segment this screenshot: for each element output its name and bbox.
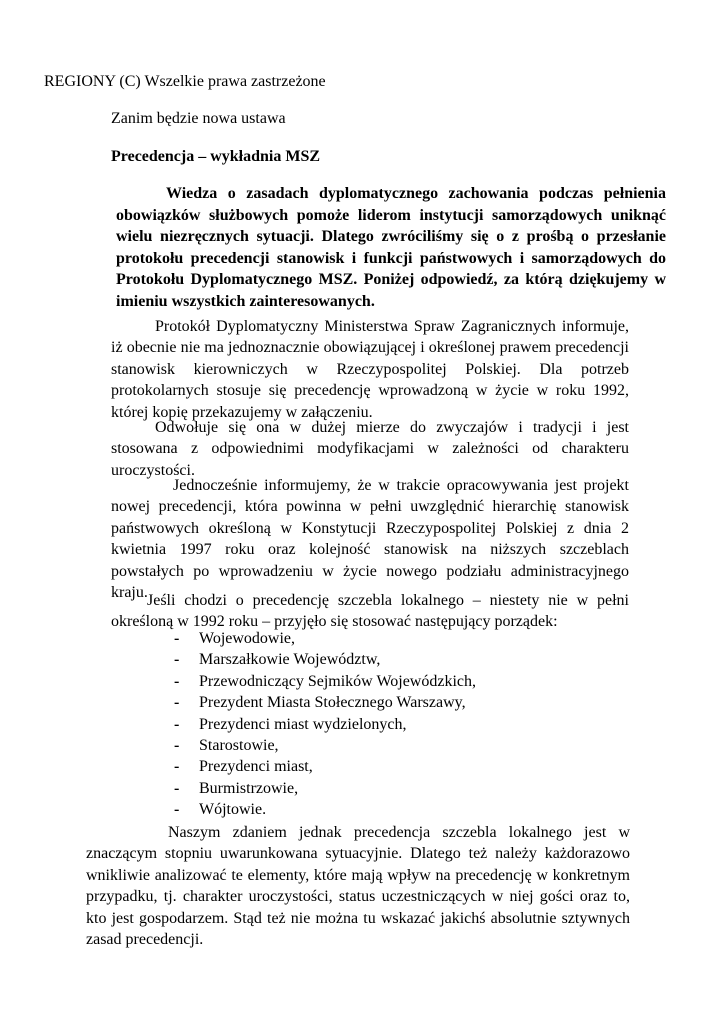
list-dash: - bbox=[174, 694, 180, 712]
paragraph-text: Jeśli chodzi o precedencję szczebla lokalnego – niestety nie w pełni określoną w 1992 roku – przyjęło się stosować następujący porządek: bbox=[111, 592, 629, 631]
list-dash: - bbox=[174, 651, 180, 669]
article-kicker: Zanim będzie nowa ustawa bbox=[111, 110, 286, 127]
article-title: Precedencja – wykładnia MSZ bbox=[111, 148, 321, 165]
list-item bbox=[174, 756, 476, 777]
list-dash: - bbox=[174, 779, 180, 797]
paragraph-1 bbox=[111, 316, 629, 423]
list-item bbox=[174, 692, 476, 713]
list-dash: - bbox=[174, 736, 180, 754]
paragraph-text: Jednocześnie informujemy, że w trakcie opracowywania jest projekt nowej precedencji, która powinna w pełni uwzględnić hierarchię stanowisk państwowych określoną w Konstytucji Rzeczypospolitej Polskiej z dnia 2 kwietnia 1997 roku oraz kolejność stanowisk na niższych szczeblach powstałych po wprowadzeniu w życie nowego podziału administracyjnego kraju. bbox=[111, 477, 629, 602]
list-dash: - bbox=[174, 758, 180, 776]
paragraph-text: Protokół Dyplomatyczny Ministerstwa Spraw Zagranicznych informuje, iż obecnie nie ma jednoznacznie obowiązującej i określonej prawem precedencji stanowisk kierowniczych w Rzeczypospolitej Polskiej. Dla potrzeb protokolarnych stosuje się precedencję wprowadzoną w życie w roku 1992, której kopię przekazujemy w załączeniu. bbox=[111, 318, 629, 421]
closing-text: Naszym zdaniem jednak precedencja szczebla lokalnego jest w znaczącym stopniu uwarunkowana sytuacyjnie. Dlatego też należy każdorazowo wnikliwie analizować te elementy, które mają wpływ na precedencję w konkretnym przypadku, tj. charakter uroczystości, status uczestniczących w niej gości oraz to, kto jest gospodarzem. Stąd też nie można tu wskazać jakichś absolutnie sztywnych zasad precedencji. bbox=[86, 824, 630, 949]
list-item bbox=[174, 649, 476, 670]
list-item bbox=[174, 799, 476, 820]
list-dash: - bbox=[174, 672, 180, 690]
list-item-text: Prezydenci miast, bbox=[199, 758, 313, 776]
list-item-text: Prezydenci miast wydzielonych, bbox=[199, 715, 407, 733]
list-item bbox=[174, 714, 476, 735]
list-item-text: Burmistrzowie, bbox=[199, 779, 299, 797]
list-dash: - bbox=[174, 630, 180, 647]
precedence-order-list bbox=[174, 628, 476, 821]
list-dash: - bbox=[174, 715, 180, 733]
list-item bbox=[174, 735, 476, 756]
list-dash: - bbox=[174, 801, 180, 819]
list-item-text: Przewodniczący Sejmików Wojewódzkich, bbox=[199, 672, 477, 690]
paragraph-4 bbox=[111, 590, 629, 633]
list-item-text: Marszałkowie Województw, bbox=[199, 651, 381, 669]
list-item-text: Starostowie, bbox=[199, 736, 279, 754]
paragraph-2 bbox=[111, 417, 629, 481]
closing-paragraph bbox=[86, 822, 630, 950]
list-item-text: Wojewodowie, bbox=[199, 630, 296, 647]
paragraph-text: Odwołuje się ona w dużej mierze do zwyczajów i tradycji i jest stosowana z odpowiednimi modyfikacjami w zależności od charakteru uroczystości. bbox=[111, 419, 629, 479]
paragraph-3 bbox=[111, 475, 629, 603]
copyright-header: REGIONY (C) Wszelkie prawa zastrzeżone bbox=[44, 73, 326, 90]
list-item bbox=[174, 628, 476, 649]
list-item-text: Wójtowie. bbox=[199, 801, 267, 819]
list-item bbox=[174, 778, 476, 799]
list-item-text: Prezydent Miasta Stołecznego Warszawy, bbox=[199, 694, 466, 712]
article-lead bbox=[116, 183, 666, 312]
article-lead-text: Wiedza o zasadach dyplomatycznego zachowania podczas pełnienia obowiązków służbowych pomoże liderom instytucji samorządowych uniknąć wielu niezręcznych sytuacji. Dlatego zwróciliśmy się o z prośbą o przesłanie protokołu precedencji stanowisk i funkcji państwowych i samorządowych do Protokołu Dyplomatycznego MSZ. Poniżej odpowiedź, za którą dziękujemy w imieniu wszystkich zainteresowanych. bbox=[116, 185, 666, 310]
list-item bbox=[174, 671, 476, 692]
